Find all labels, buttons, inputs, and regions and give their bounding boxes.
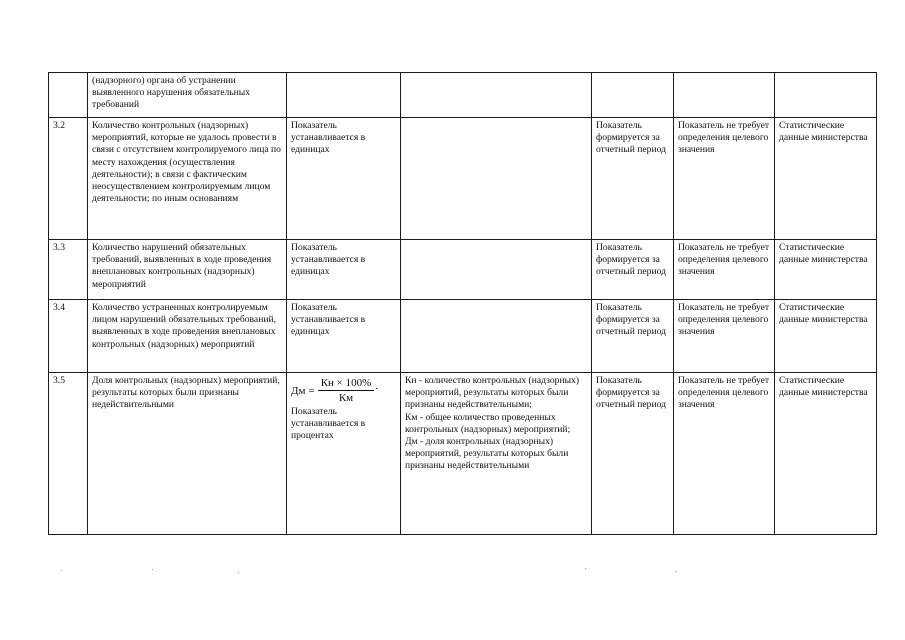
indicator-name: Доля контрольных (надзорных) мероприятий, результаты которых были признаны недействительными [88, 373, 287, 535]
table-row [49, 118, 877, 240]
indicators-table [48, 72, 877, 535]
indicator-unit: Показатель устанавливается в единицах [287, 118, 401, 240]
formula-numerator: Кн × 100% [318, 377, 375, 391]
reporting-period: Показатель формируется за отчетный период [592, 373, 674, 535]
row-number: 3.3 [49, 240, 88, 300]
calculation-method [401, 118, 592, 240]
legend-line: Км - общее количество проведенных контрольных (надзорных) мероприятий; [405, 411, 571, 435]
reporting-period: Показатель формируется за отчетный период [592, 118, 674, 240]
target-value: Показатель не требует определения целевого значения [674, 240, 775, 300]
table-row [49, 240, 877, 300]
legend-line: Кн - количество контрольных (надзорных) мероприятий, результаты которых были признаны недействительными; [405, 375, 580, 411]
data-source: Статистические данные министерства [775, 300, 877, 373]
target-value [674, 73, 775, 118]
formula [291, 377, 397, 404]
row-number: 3.5 [49, 373, 88, 535]
indicator-unit: Показатель устанавливается в единицах [287, 300, 401, 373]
data-source: Статистические данные министерства [775, 373, 877, 535]
calculation-method [401, 300, 592, 373]
table-row [49, 300, 877, 373]
indicator-unit-text: Показатель устанавливается в процентах [291, 406, 366, 442]
data-source: Статистические данные министерства [775, 240, 877, 300]
table-row [49, 373, 877, 535]
formula-denominator: Км [338, 392, 354, 404]
row-number [49, 73, 88, 118]
formula-lhs: Дм [291, 384, 306, 397]
indicator-unit [287, 73, 401, 118]
row-number: 3.2 [49, 118, 88, 240]
row-number: 3.4 [49, 300, 88, 373]
calculation-method [401, 373, 592, 535]
reporting-period [592, 73, 674, 118]
reporting-period: Показатель формируется за отчетный период [592, 240, 674, 300]
legend-line: Дм - доля контрольных (надзорных) мероприятий, результаты которых были признаны недействительными [405, 436, 569, 472]
indicator-name: Количество нарушений обязательных требований, выявленных в ходе проведения внеплановых контрольных (надзорных) мероприятий [88, 240, 287, 300]
table-body [49, 73, 877, 535]
formula-equals: = [308, 384, 315, 397]
target-value: Показатель не требует определения целевого значения [674, 118, 775, 240]
indicator-name: Количество устраненных контролируемым лицом нарушений обязательных требований, выявленных в ходе проведения внеплановых контрольных (надзорных) мероприятий [88, 300, 287, 373]
calculation-method [401, 240, 592, 300]
table-row [49, 73, 877, 118]
indicator-unit [287, 373, 401, 535]
data-source: Статистические данные министерства [775, 118, 877, 240]
data-source [775, 73, 877, 118]
formula-end: . [375, 380, 379, 392]
indicator-name: (надзорного) органа об устранении выявленного нарушения обязательных требований [88, 73, 287, 118]
indicator-unit: Показатель устанавливается в единицах [287, 240, 401, 300]
target-value: Показатель не требует определения целевого значения [674, 300, 775, 373]
indicator-name: Количество контрольных (надзорных) мероприятий, которые не удалось провести в связи с отсутствием контролируемого лица по месту нахождения (осуществления деятельности); в связи с фактическим неосуществлением контролируемым лицом деятельности; по иным основаниям [88, 118, 287, 240]
reporting-period: Показатель формируется за отчетный период [592, 300, 674, 373]
formula-fraction [318, 377, 375, 404]
calculation-method [401, 73, 592, 118]
target-value: Показатель не требует определения целевого значения [674, 373, 775, 535]
